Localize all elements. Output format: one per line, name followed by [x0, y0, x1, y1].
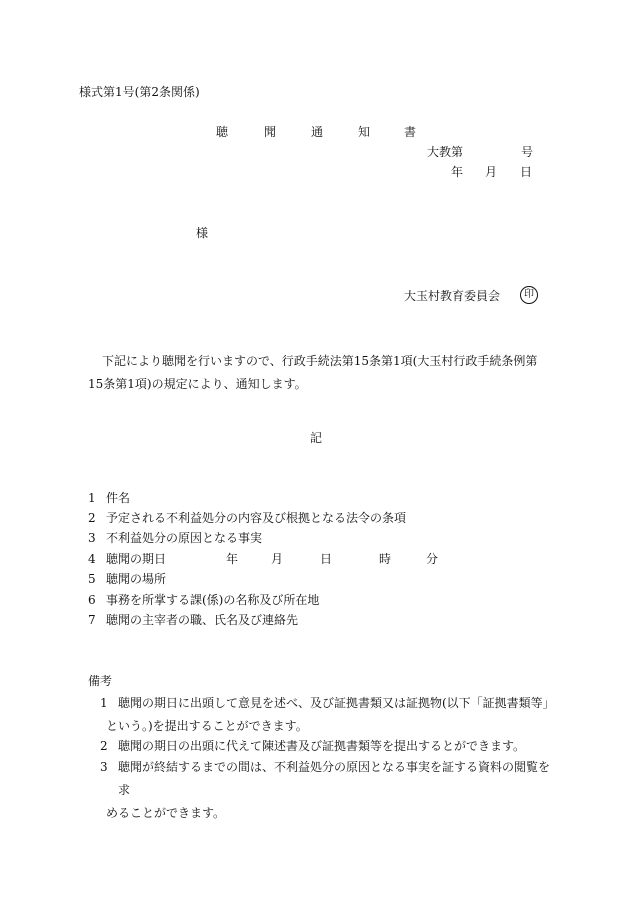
remark-line: 聴聞の期日の出頭に代えて陳述書及び証拠書類等を提出するとができます。 — [118, 739, 526, 753]
addressee-suffix: 様 — [196, 226, 209, 240]
form-label: 様式第1号(第2条関係) — [79, 85, 200, 99]
schedule-day: 日 — [320, 552, 333, 566]
remark-line: 聴聞が終結するまでの間は、不利益処分の原因となる事実を証する資料の閲覧を求 — [118, 760, 551, 797]
item-text: 予定される不利益処分の内容及び根拠となる法令の条項 — [106, 511, 407, 525]
list-item — [88, 573, 166, 585]
item-text: 件名 — [106, 491, 131, 505]
remark-line: という。)を提出することができます。 — [106, 719, 308, 733]
item-number: 5 — [88, 572, 96, 586]
remark-item — [100, 756, 550, 825]
item-number: 4 — [88, 552, 96, 566]
item-number: 3 — [88, 531, 96, 545]
remark-item — [100, 735, 550, 758]
remark-line: 聴聞の期日に出頭して意見を述べ、及び証拠書類又は証拠物(以下「証拠書類等」 — [118, 696, 555, 710]
title-char: 書 — [404, 125, 417, 139]
seal-mark: 印 — [520, 286, 538, 304]
title-char: 知 — [358, 125, 371, 139]
reference-month: 月 — [485, 165, 498, 179]
schedule-minute: 分 — [426, 552, 439, 566]
item-text: 事務を所掌する課(係)の名称及び所在地 — [106, 593, 320, 607]
list-item — [88, 553, 166, 565]
list-item — [88, 614, 298, 626]
item-text: 聴聞の期日 — [106, 552, 167, 566]
remark-item — [100, 692, 555, 738]
item-number: 1 — [88, 491, 96, 505]
title-char: 通 — [311, 125, 324, 139]
remarks-heading: 備考 — [88, 674, 113, 688]
item-number: 7 — [88, 613, 96, 627]
item-text: 不利益処分の原因となる事実 — [106, 531, 263, 545]
reference-number-prefix: 大教第 — [427, 145, 464, 159]
item-text: 聴聞の主宰者の職、氏名及び連絡先 — [106, 613, 299, 627]
list-item — [88, 594, 319, 606]
item-number: 2 — [88, 511, 96, 525]
reference-day: 日 — [520, 165, 533, 179]
remark-line: めることができます。 — [106, 806, 226, 820]
body-paragraph: 下記により聴聞を行いますので、行政手続法第15条第1項(大玉村行政手続条例第15条第1項)の規定により、通知します。 — [88, 354, 538, 391]
title-char: 聞 — [264, 125, 277, 139]
remark-number: 1 — [100, 696, 108, 710]
list-item — [88, 512, 406, 524]
remark-number: 2 — [100, 739, 108, 753]
schedule-year: 年 — [226, 552, 239, 566]
list-item — [88, 532, 262, 544]
reference-number-suffix: 号 — [521, 145, 534, 159]
schedule-hour: 時 — [379, 552, 392, 566]
issuer-name: 大玉村教育委員会 — [404, 289, 501, 303]
ki-heading: 記 — [310, 431, 323, 445]
remark-number: 3 — [100, 760, 108, 774]
reference-year: 年 — [451, 165, 464, 179]
title-char: 聴 — [216, 125, 229, 139]
list-item — [88, 492, 130, 504]
schedule-month: 月 — [271, 552, 284, 566]
item-text: 聴聞の場所 — [106, 572, 167, 586]
item-number: 6 — [88, 593, 96, 607]
